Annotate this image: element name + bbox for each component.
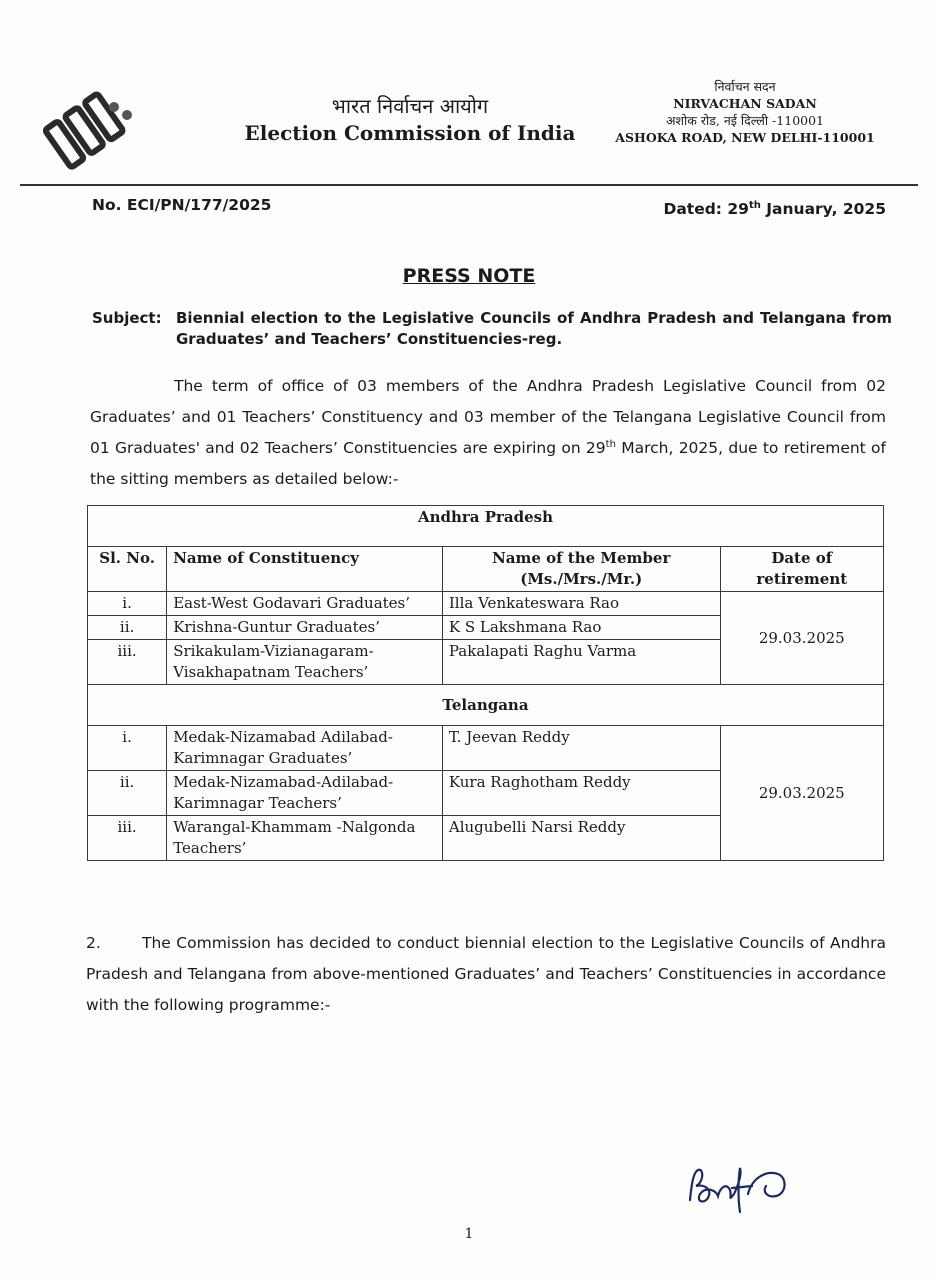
subject-label: Subject: [92, 309, 162, 327]
organization-name [240, 93, 580, 147]
sl-no-cell: ii. [88, 616, 167, 640]
address-english-line-1: NIRVACHAN SADAN [673, 96, 817, 111]
paragraph-1-superscript: th [605, 438, 616, 450]
constituency-cell: East-West Godavari Graduates’ [167, 592, 443, 616]
paragraph-2-number: 2. [86, 934, 101, 952]
organization-name-hindi: भारत निर्वाचन आयोग [331, 94, 489, 118]
subject-block [92, 308, 892, 350]
sl-no-cell: i. [88, 726, 167, 771]
member-cell: Pakalapati Raghu Varma [442, 640, 720, 685]
paragraph-1-part-1: The term of office of 03 members of the Andhra Pradesh Legislative Council from 02 Graduates’ and 01 Teachers’ Constituency and 03 member of the Telangana Legislative Council from 01 Graduates' and 02 Teachers’ Constituencies are expiring on 29 [90, 377, 886, 457]
constituency-cell: Medak-Nizamabad Adilabad-Karimnagar Graduates’ [167, 726, 443, 771]
constituency-cell: Warangal-Khammam -Nalgonda Teachers’ [167, 816, 443, 861]
date-line [663, 200, 886, 218]
retirement-table [87, 505, 884, 861]
address-block [590, 78, 900, 146]
member-cell: Illa Venkateswara Rao [442, 592, 720, 616]
signature-icon [682, 1160, 792, 1220]
column-header-sl-no: Sl. No. [88, 547, 167, 592]
constituency-cell: Medak-Nizamabad-Adilabad-Karimnagar Teachers’ [167, 771, 443, 816]
paragraph-1-part-2: March, 2025, due to retirement of the sitting members as detailed below:- [90, 439, 886, 488]
paragraph-1 [90, 371, 886, 495]
page-number: 1 [464, 1226, 474, 1242]
state-heading-andhra: Andhra Pradesh [88, 506, 884, 547]
sl-no-cell: iii. [88, 640, 167, 685]
organization-name-english: Election Commission of India [244, 121, 576, 145]
table-row [88, 592, 884, 616]
address-hindi-line-1: निर्वाचन सदन [714, 79, 776, 94]
state-heading-telangana: Telangana [88, 685, 884, 726]
retirement-date-cell: 29.03.2025 [720, 726, 883, 861]
member-cell: T. Jeevan Reddy [442, 726, 720, 771]
column-header-date: Date of retirement [720, 547, 883, 592]
page-title: PRESS NOTE [402, 265, 536, 287]
header-divider [20, 184, 918, 186]
reference-number: No. ECI/PN/177/2025 [92, 196, 272, 214]
state-row [88, 506, 884, 547]
eci-logo-icon [30, 85, 140, 175]
member-cell: Alugubelli Narsi Reddy [442, 816, 720, 861]
subject-text: Biennial election to the Legislative Councils of Andhra Pradesh and Telangana from Graduates’ and Teachers’ Constituencies-reg. [176, 309, 892, 348]
date-prefix: Dated: 29 [663, 200, 749, 219]
date-suffix: January, 2025 [760, 200, 886, 219]
member-cell: Kura Raghotham Reddy [442, 771, 720, 816]
column-header-member: Name of the Member (Ms./Mrs./Mr.) [442, 547, 720, 592]
constituency-cell: Krishna-Guntur Graduates’ [167, 616, 443, 640]
table-row [88, 726, 884, 771]
address-english-line-2: ASHOKA ROAD, NEW DELHI-110001 [615, 130, 875, 145]
sl-no-cell: i. [88, 592, 167, 616]
paragraph-2 [86, 928, 886, 1021]
member-cell: K S Lakshmana Rao [442, 616, 720, 640]
paragraph-2-text: The Commission has decided to conduct biennial election to the Legislative Councils of Andhra Pradesh and Telangana from above-mentioned Graduates’ and Teachers’ Constituencies in accordance with the following programme:- [86, 934, 886, 1014]
table-header-row [88, 547, 884, 592]
retirement-date-cell: 29.03.2025 [720, 592, 883, 685]
sl-no-cell: ii. [88, 771, 167, 816]
state-row [88, 685, 884, 726]
date-superscript: th [748, 200, 761, 211]
address-hindi-line-2: अशोक रोड, नई दिल्ली -110001 [665, 113, 825, 128]
sl-no-cell: iii. [88, 816, 167, 861]
constituency-cell: Srikakulam-Vizianagaram-Visakhapatnam Teachers’ [167, 640, 443, 685]
column-header-constituency: Name of Constituency [167, 547, 443, 592]
